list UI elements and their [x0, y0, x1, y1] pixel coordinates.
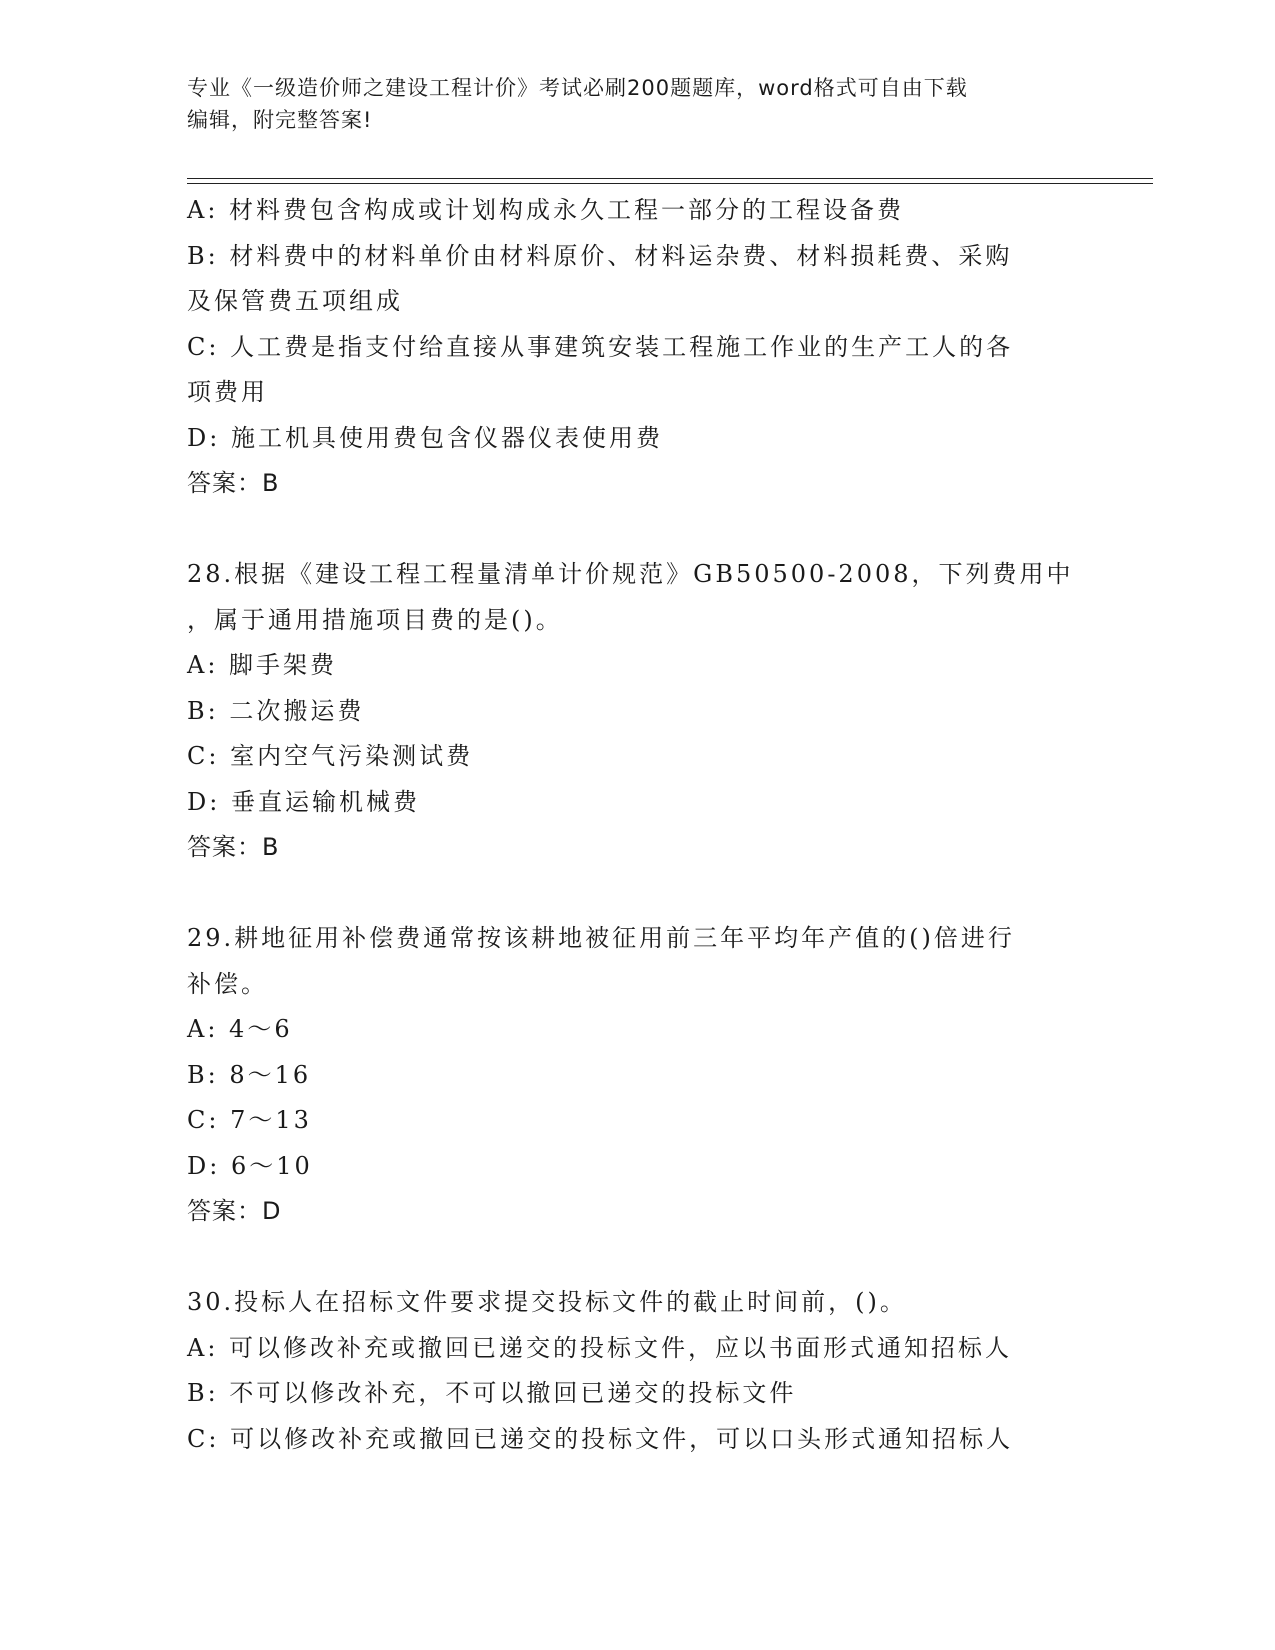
option-d: D: 垂直运输机械费: [187, 787, 420, 816]
answer: 答案：B: [187, 833, 280, 861]
answer: 答案：B: [187, 469, 280, 497]
option-a: A: 4～6: [187, 1015, 293, 1043]
option-a: A: 可以修改补充或撤回已递交的投标文件，应以书面形式通知招标人: [187, 1333, 1013, 1362]
header-line-1: 专业《一级造价师之建设工程计价》考试必刷200题题库，word格式可自由下载: [187, 76, 968, 100]
question-30: [187, 1280, 1087, 1462]
question-29: [187, 916, 1087, 1235]
header-line-2: 编辑，附完整答案!: [187, 108, 373, 132]
option-a: A: 材料费包含构成或计划构成永久工程一部分的工程设备费: [187, 196, 905, 224]
option-c: C: 7～13: [187, 1106, 312, 1134]
option-d: D: 施工机具使用费包含仪器仪表使用费: [187, 423, 663, 452]
header-rule-bottom: [187, 183, 1153, 184]
question-text: 29.耕地征用补偿费通常按该耕地被征用前三年平均年产值的()倍进行: [187, 924, 1015, 952]
option-c: C: 室内空气污染测试费: [187, 742, 474, 770]
question-text-cont: 补偿。: [187, 969, 268, 998]
question-text: 30.投标人在招标文件要求提交投标文件的截止时间前，()。: [187, 1288, 907, 1316]
option-c: C: 可以修改补充或撤回已递交的投标文件，可以口头形式通知招标人: [187, 1424, 1014, 1453]
option-d: D: 6～10: [187, 1151, 313, 1180]
answer: 答案：D: [187, 1197, 282, 1225]
option-c-cont: 项费用: [187, 378, 268, 406]
document-header: [187, 72, 1067, 136]
header-rule-top: [187, 178, 1153, 179]
option-a: A: 脚手架费: [187, 651, 338, 679]
option-b: B: 8～16: [187, 1060, 312, 1089]
question-text: 28.根据《建设工程工程量清单计价规范》GB50500-2008，下列费用中: [187, 560, 1074, 588]
question-27: [187, 188, 1087, 507]
option-b: B: 材料费中的材料单价由材料原价、材料运杂费、材料损耗费、采购: [187, 241, 1013, 270]
question-28: [187, 552, 1087, 871]
document-body: [187, 188, 1087, 1462]
option-b: B: 二次搬运费: [187, 696, 365, 725]
option-b-cont: 及保管费五项组成: [187, 287, 403, 315]
option-c: C: 人工费是指支付给直接从事建筑安装工程施工作业的生产工人的各: [187, 332, 1014, 361]
question-text-cont: ，属于通用措施项目费的是()。: [187, 605, 563, 634]
option-b: B: 不可以修改补充，不可以撤回已递交的投标文件: [187, 1379, 797, 1407]
